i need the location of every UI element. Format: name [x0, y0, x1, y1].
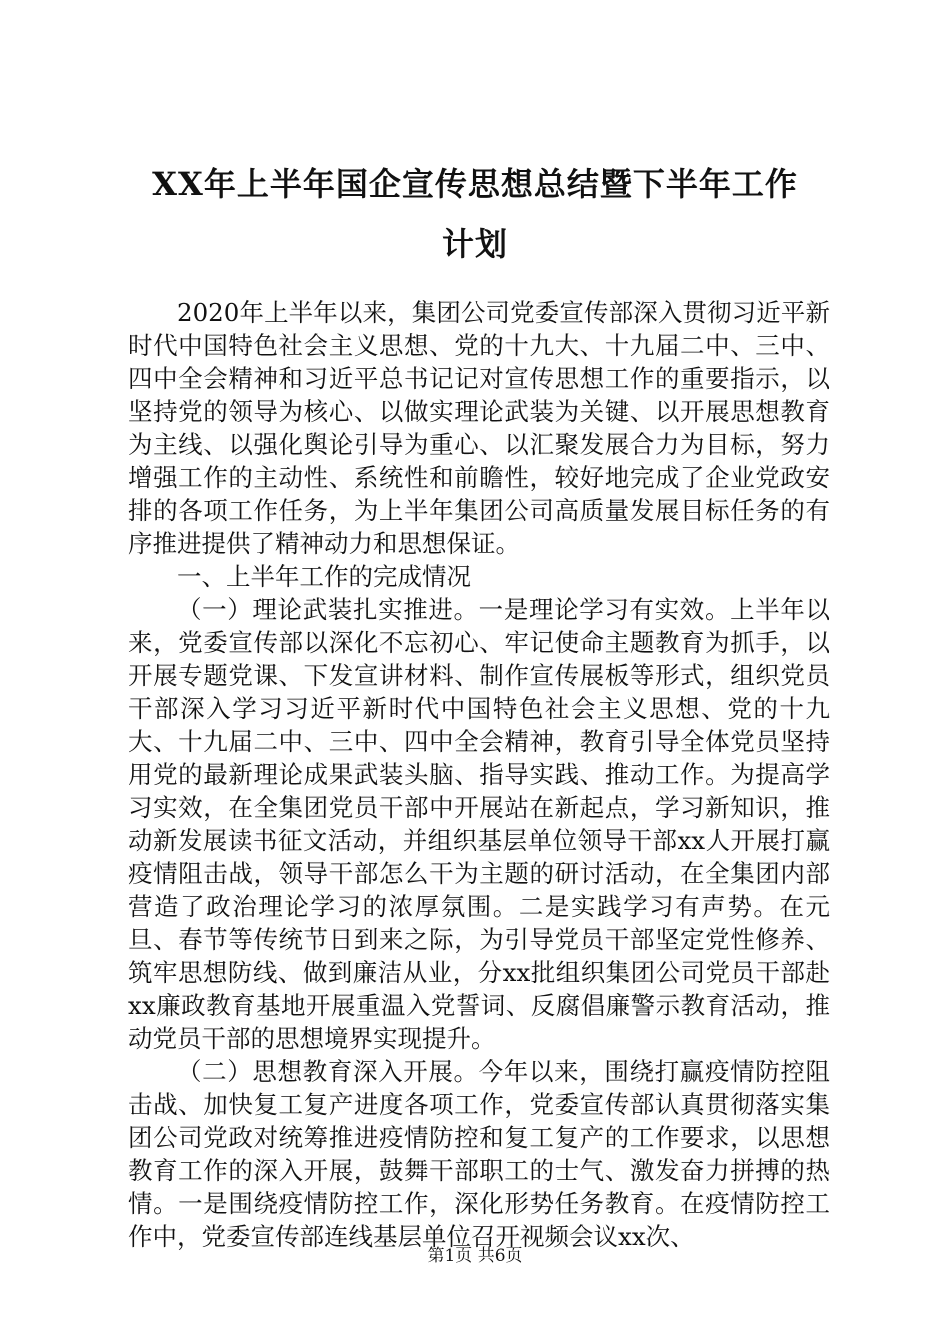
document-title-line-1: XX年上半年国企宣传思想总结暨下半年工作 — [152, 165, 798, 203]
paragraph-theory: （一）理论武装扎实推进。一是理论学习有实效。上半年以来，党委宣传部以深化不忘初心、牢记使命主题教育为抓手，以开展专题党课、下发宣讲材料、制作宣传展板等形式，组织党员干部深入学习习近平新时代中国特色社会主义思想、党的十九大、十九届二中、三中、四中全会精神，教育引导全体党员坚持用党的最新理论成果武装头脑、指导实践、推动工作。为提高学习实效，在全集团党员干部中开展站在新起点，学习新知识，推动新发展读书征文活动，并组织基层单位领导干部xx人开展打赢疫情阻击战，领导干部怎么干为主题的研讨活动，在全集团内部营造了政治理论学习的浓厚氛围。二是实践学习有声势。在元旦、春节等传统节日到来之际，为引导党员干部坚定党性修养、筑牢思想防线、做到廉洁从业，分xx批组织集团公司党员干部赴xx廉政教育基地开展重温入党誓词、反腐倡廉警示教育活动，推动党员干部的思想境界实现提升。 — [128, 595, 830, 1053]
document-body — [128, 296, 830, 1253]
paragraph-education: （二）思想教育深入开展。今年以来，围绕打赢疫情防控阻击战、加快复工复产进度各项工作，党委宣传部认真贯彻落实集团公司党政对统筹推进疫情防控和复工复产的工作要求，以思想教育工作的深入开展，鼓舞干部职工的士气、激发奋力拼搏的热情。一是围绕疫情防控工作，深化形势任务教育。在疫情防控工作中，党委宣传部连线基层单位召开视频会议xx次、 — [128, 1057, 830, 1251]
page-footer: 第1页 共6页 — [427, 1246, 523, 1266]
paragraph-intro: 2020年上半年以来，集团公司党委宣传部深入贯彻习近平新时代中国特色社会主义思想、党的十九大、十九届二中、三中、四中全会精神和习近平总书记记对宣传思想工作的重要指示，以坚持党的领导为核心、以做实理论武装为关键、以开展思想教育为主线、以强化舆论引导为重心、以汇聚发展合力为目标，努力增强工作的主动性、系统性和前瞻性，较好地完成了企业党政安排的各项工作任务，为上半年集团公司高质量发展目标任务的有序推进提供了精神动力和思想保证。 — [128, 298, 830, 558]
document-title-line-2: 计划 — [441, 225, 508, 263]
section-heading: 一、上半年工作的完成情况 — [177, 562, 471, 591]
